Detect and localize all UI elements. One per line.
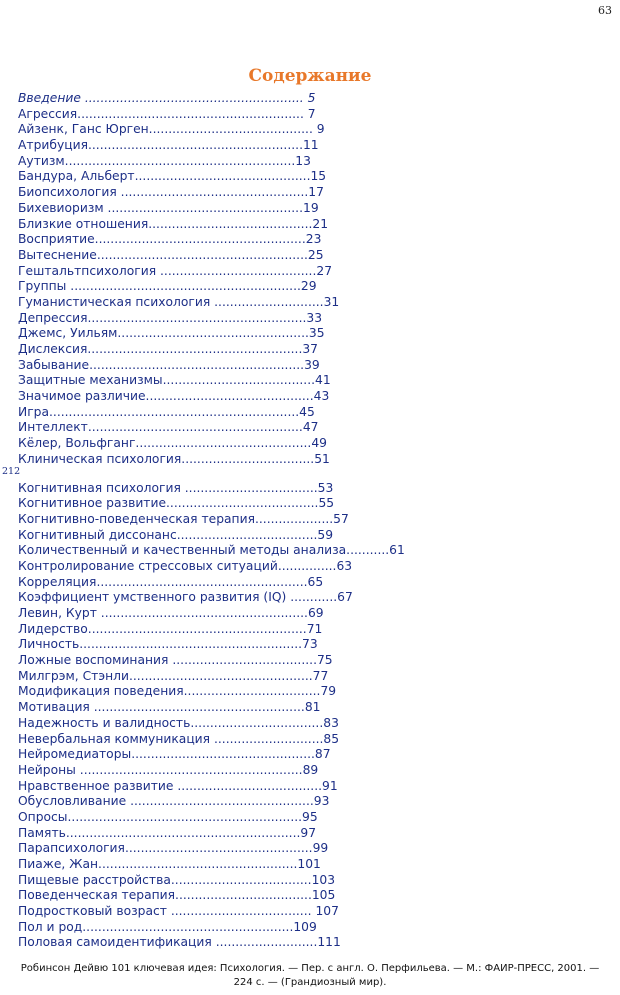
page-number: 63 <box>598 4 612 17</box>
toc-entry[interactable]: Поведенческая терапия...................................105 <box>18 888 336 903</box>
toc-entry[interactable]: Значимое различие...........................................43 <box>18 389 330 404</box>
toc-entry[interactable]: Вытеснение......................................................25 <box>18 247 324 262</box>
toc-entry[interactable]: Нейромедиаторы...............................................87 <box>18 747 331 762</box>
toc-entry[interactable]: Забывание.......................................................39 <box>18 357 320 372</box>
toc-entry[interactable]: Группы ...........................................................29 <box>18 279 317 294</box>
toc-entry[interactable]: Введение ........................................................ 5 <box>18 91 316 105</box>
toc-entry[interactable]: Бандура, Альберт.............................................15 <box>18 169 327 184</box>
toc-entry[interactable]: Нравственное развитие .....................................91 <box>18 778 338 793</box>
toc-entry[interactable]: Надежность и валидность..................................83 <box>18 715 339 730</box>
toc-entry[interactable]: Личность.........................................................73 <box>18 637 318 652</box>
toc-entry[interactable]: Обусловливание ...............................................93 <box>18 794 330 809</box>
table-of-contents <box>18 91 613 951</box>
toc-entry[interactable]: Гуманистическая психология ............................31 <box>18 294 340 309</box>
toc-entry[interactable]: Парапсихология................................................99 <box>18 841 329 856</box>
footer-line-2: 224 с. — (Грандиозный мир). <box>233 977 387 988</box>
toc-entry[interactable]: Опросы............................................................95 <box>18 809 318 824</box>
toc-entry[interactable]: Ложные воспоминания .....................................75 <box>18 653 333 668</box>
toc-entry[interactable]: Милгрэм, Стэнли...............................................77 <box>18 668 329 683</box>
toc-entry[interactable]: Интеллект.......................................................47 <box>18 420 319 435</box>
toc-entry[interactable]: Близкие отношения..........................................21 <box>18 216 329 231</box>
toc-entry[interactable]: Защитные механизмы.......................................41 <box>18 373 331 388</box>
toc-entry[interactable]: Игра................................................................45 <box>18 404 315 419</box>
toc-gap <box>18 468 613 481</box>
toc-section-2 <box>18 481 613 952</box>
toc-entry[interactable]: Когнитивное развитие.......................................55 <box>18 496 335 511</box>
toc-entry[interactable]: Невербальная коммуникация ............................85 <box>18 731 340 746</box>
toc-entry[interactable]: Дислексия.......................................................37 <box>18 342 318 356</box>
toc-entry[interactable]: Депрессия........................................................33 <box>18 310 323 325</box>
toc-entry[interactable]: Подростковый возраст .................................... 107 <box>18 904 339 919</box>
citation-footer <box>0 962 620 990</box>
side-page-marker: 212 <box>2 466 21 477</box>
toc-entry[interactable]: Аутизм...........................................................13 <box>18 153 311 168</box>
toc-entry[interactable]: Коэффициент умственного развития (IQ) ............67 <box>18 590 353 605</box>
toc-entry[interactable]: Пиаже, Жан...................................................101 <box>18 857 321 871</box>
toc-entry[interactable]: Модификация поведения...................................79 <box>18 684 337 699</box>
toc-entry[interactable]: Кёлер, Вольфганг.............................................49 <box>18 436 327 451</box>
toc-entry[interactable]: Агрессия.......................................................... 7 <box>18 106 316 121</box>
toc-entry[interactable]: Нейроны .........................................................89 <box>18 762 319 777</box>
toc-entry[interactable]: Память............................................................97 <box>18 825 317 840</box>
toc-entry[interactable]: Корреляция......................................................65 <box>18 574 324 589</box>
toc-entry[interactable]: Когнитивная психология ..................................53 <box>18 480 334 495</box>
toc-entry[interactable]: Биопсихология ................................................17 <box>18 185 324 200</box>
toc-entry[interactable]: Количественный и качественный методы анализа...........61 <box>18 543 405 558</box>
title-text: Содержание <box>248 66 372 86</box>
toc-entry[interactable]: Бихевиоризм ..................................................19 <box>18 200 319 215</box>
toc-entry[interactable]: Левин, Курт .....................................................69 <box>18 606 324 620</box>
toc-entry[interactable]: Пищевые расстройства....................................103 <box>18 872 336 887</box>
toc-entry[interactable]: Контролирование стрессовых ситуаций...............63 <box>18 558 353 573</box>
toc-entry[interactable]: Атрибуция.......................................................11 <box>18 138 319 153</box>
page-title <box>0 66 620 86</box>
toc-entry[interactable]: Пол и род......................................................109 <box>18 919 317 934</box>
toc-entry[interactable]: Клиническая психология..................................51 <box>18 451 330 466</box>
toc-entry[interactable]: Когнитивно-поведенческая терапия....................57 <box>18 511 349 526</box>
toc-entry[interactable]: Мотивация ......................................................81 <box>18 700 321 715</box>
toc-section-1 <box>18 91 613 468</box>
footer-line-1: Робинсон Дейвю 101 ключевая идея: Психология. — Пер. с англ. О. Перфильева. — М.: ФАИР-ПРЕСС, 2001. — <box>20 963 600 974</box>
toc-entry[interactable]: Лидерство........................................................71 <box>18 621 323 636</box>
toc-entry[interactable]: Джемс, Уильям.................................................35 <box>18 326 325 341</box>
toc-entry[interactable]: Восприятие......................................................23 <box>18 232 322 247</box>
toc-entry[interactable]: Когнитивный диссонанс....................................59 <box>18 527 334 542</box>
toc-entry[interactable]: Гештальтпсихология ........................................27 <box>18 263 333 278</box>
toc-entry[interactable]: Половая самоидентификация ..........................111 <box>18 935 341 950</box>
toc-entry[interactable]: Айзенк, Ганс Юрген.......................................... 9 <box>18 122 325 137</box>
